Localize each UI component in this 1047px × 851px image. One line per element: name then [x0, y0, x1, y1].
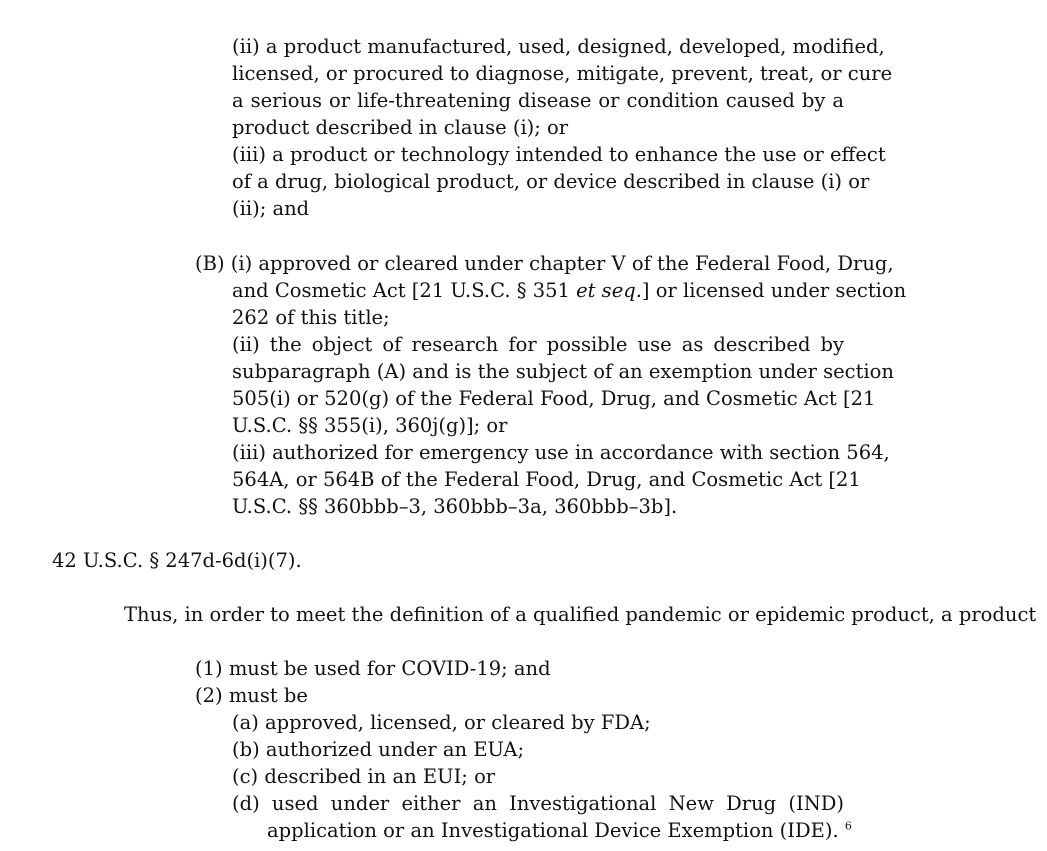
citation-text: 42 U.S.C. § 247d-6d(i)(7).: [52, 549, 302, 572]
clause-line: product described in clause (i); or: [232, 116, 569, 139]
requirement-line: (d) used under either an Investigational New Drug (IND): [232, 792, 844, 815]
requirements-list: [195, 655, 551, 709]
clause-line: 564A, or 564B of the Federal Food, Drug, and Cosmetic Act [21: [232, 468, 861, 491]
clause-line: (ii) a product manufactured, used, designed, developed, modified,: [232, 35, 885, 58]
clause-text: and Cosmetic Act [21 U.S.C. § 351: [232, 279, 577, 302]
requirement-subitem-d: [232, 790, 844, 817]
requirement-item-2: (2) must be: [195, 684, 308, 707]
clause-line: [232, 277, 907, 304]
clause-line: of a drug, biological product, or device described in clause (i) or: [232, 170, 870, 193]
clause-text: or licensed under section: [655, 279, 907, 302]
requirement-subitems: [232, 709, 651, 790]
clause-line: 505(i) or 520(g) of the Federal Food, Drug, and Cosmetic Act [21: [232, 387, 876, 410]
clause-line: (iii) a product or technology intended to enhance the use or effect: [232, 143, 886, 166]
requirement-subitem-a: (a) approved, licensed, or cleared by FDA;: [232, 711, 651, 734]
requirement-item-1: (1) must be used for COVID-19; and: [195, 657, 551, 680]
clause-b-iii: [232, 439, 890, 520]
et-seq-italic: et seq.: [576, 279, 642, 302]
clause-line: U.S.C. §§ 360bbb–3, 360bbb–3a, 360bbb–3b].: [232, 495, 678, 518]
footnote-marker: 6: [844, 819, 852, 833]
requirement-subitem-b: (b) authorized under an EUA;: [232, 738, 525, 761]
clause-line: U.S.C. §§ 355(i), 360j(g)]; or: [232, 414, 508, 437]
summary-text: Thus, in order to meet the definition of a qualified pandemic or epidemic product, a product: [124, 603, 1037, 626]
clause-line: a serious or life-threatening disease or condition caused by a: [232, 89, 844, 112]
clause-b-i-first-line: [195, 250, 894, 277]
requirement-text: application or an Investigational Device Exemption (IDE).: [267, 819, 839, 842]
clause-b-ii: [232, 331, 894, 439]
clause-b-i: [232, 277, 907, 331]
clause-text: ]: [641, 279, 650, 302]
clause-line: (iii) authorized for emergency use in accordance with section 564,: [232, 441, 890, 464]
citation: [52, 547, 302, 574]
requirement-subitem-d-continued: [267, 817, 852, 844]
clause-line: licensed, or procured to diagnose, mitigate, prevent, treat, or cure: [232, 62, 893, 85]
clause-line: subparagraph (A) and is the subject of an exemption under section: [232, 360, 894, 383]
clause-a-ii: [232, 33, 893, 141]
clause-line: 262 of this title;: [232, 306, 390, 329]
requirement-subitem-c: (c) described in an EUI; or: [232, 765, 496, 788]
requirement-line: [267, 817, 852, 844]
clause-line: (ii); and: [232, 197, 310, 220]
summary-sentence: [124, 601, 1036, 628]
clause-a-iii: [232, 141, 886, 222]
clause-line: (B) (i) approved or cleared under chapter V of the Federal Food, Drug,: [195, 252, 894, 275]
clause-line: (ii) the object of research for possible use as described by: [232, 333, 844, 356]
